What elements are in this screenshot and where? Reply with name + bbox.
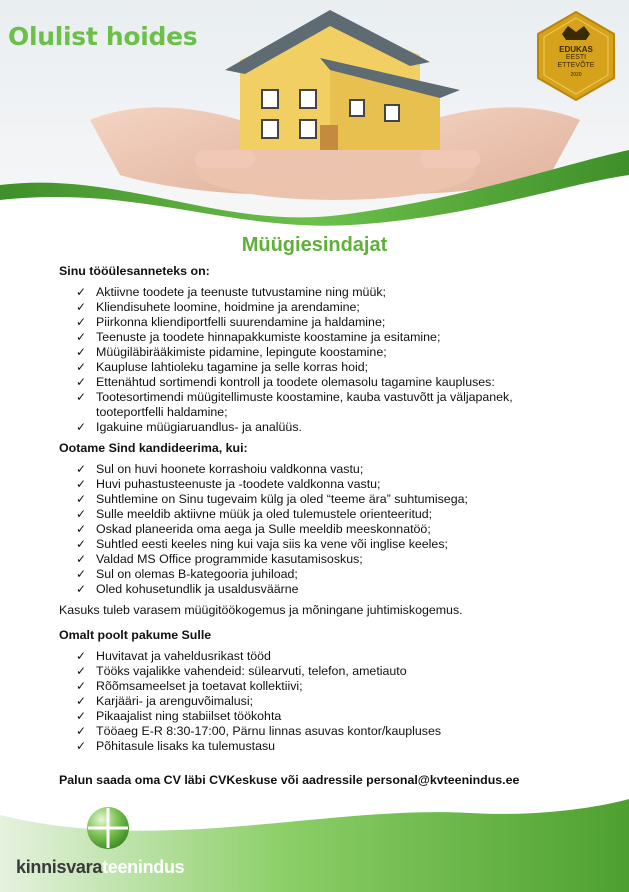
badge-line3: ETTEVÕTE	[557, 62, 595, 69]
check-icon: ✓	[76, 537, 87, 551]
list-item: ✓ Sul on olemas B-kategooria juhiload;	[76, 567, 298, 581]
list-item: ✓ Huvi puhastusteenuste ja -toodete valdkonna vastu;	[76, 477, 381, 491]
check-icon: ✓	[76, 739, 87, 753]
duties-list	[59, 285, 579, 435]
list-item: ✓ Suhtled eesti keeles ning kui vaja siis ka vene või inglise keeles;	[76, 537, 448, 551]
list-item: ✓ Tootesortimendi müügitellimuste koostamine, kauba vastuvõtt ja väljapanek, tooteportfelli haldamine;	[76, 390, 513, 419]
check-icon: ✓	[76, 582, 87, 596]
check-icon: ✓	[76, 649, 87, 663]
logo-text-dark: kinnisvara	[16, 857, 103, 877]
check-icon: ✓	[76, 300, 87, 314]
list-item: ✓ Põhitasule lisaks ka tulemustasu	[76, 739, 276, 753]
check-icon: ✓	[76, 664, 87, 678]
section-heading-requirements: Ootame Sind kandideerima, kui:	[59, 441, 248, 455]
list-item: ✓ Igakuine müügiaruandlus- ja analüüs.	[76, 420, 302, 434]
list-item: ✓ Müügiläbirääkimiste pidamine, lepingute koostamine;	[76, 345, 387, 359]
list-item: ✓ Kaupluse lahtioleku tagamine ja selle korras hoid;	[76, 360, 369, 374]
check-icon: ✓	[76, 477, 87, 491]
gold-badge-icon	[530, 10, 622, 102]
check-icon: ✓	[76, 345, 87, 359]
list-item: ✓ Piirkonna kliendiportfelli suurendamine ja haldamine;	[76, 315, 386, 329]
list-item: ✓ Kliendisuhete loomine, hoidmine ja arendamine;	[76, 300, 360, 314]
offer-list	[59, 649, 579, 754]
check-icon: ✓	[76, 567, 87, 581]
badge-line1: EDUKAS	[559, 45, 593, 54]
check-icon: ✓	[76, 375, 87, 389]
requirements-list	[59, 462, 579, 597]
check-icon: ✓	[76, 420, 87, 434]
list-item: ✓ Valdad MS Office programmide kasutamisoskus;	[76, 552, 363, 566]
check-icon: ✓	[76, 390, 87, 404]
hero-banner	[0, 0, 629, 230]
list-item: ✓ Ettenähtud sortimendi kontroll ja toodete olemasolu tagamine kaupluses:	[76, 375, 495, 389]
check-icon: ✓	[76, 679, 87, 693]
check-icon: ✓	[76, 315, 87, 329]
list-item: ✓ Pikaajalist ning stabiilset töökohta	[76, 709, 282, 723]
logo-ball-icon	[86, 806, 130, 850]
check-icon: ✓	[76, 724, 87, 738]
list-item: ✓ Oskad planeerida oma aega ja Sulle meeldib meeskonnatöö;	[76, 522, 431, 536]
list-item: ✓ Tööaeg E-R 8:30-17:00, Pärnu linnas asuvas kontor/kaupluses	[76, 724, 442, 738]
badge-year: 2020	[570, 72, 582, 78]
section-heading-offer: Omalt poolt pakume Sulle	[59, 628, 212, 642]
check-icon: ✓	[76, 285, 87, 299]
list-item: ✓ Huvitavat ja vaheldusrikast tööd	[76, 649, 271, 663]
check-icon: ✓	[76, 330, 87, 344]
check-icon: ✓	[76, 694, 87, 708]
list-item: ✓ Suhtlemine on Sinu tugevaim külg ja oled “teeme ära” suhtumisega;	[76, 492, 468, 506]
check-icon: ✓	[76, 709, 87, 723]
check-icon: ✓	[76, 360, 87, 374]
company-logo	[16, 857, 184, 878]
list-item: ✓ Sul on huvi hoonete korrashoiu valdkonna vastu;	[76, 462, 364, 476]
badge-line2: EESTI	[565, 54, 587, 61]
list-item: ✓ Rõõmsameelset ja toetavat kollektiivi;	[76, 679, 303, 693]
list-item: ✓ Oled kohusetundlik ja usaldusväärne	[76, 582, 299, 596]
logo-text-green: teenindus	[102, 857, 185, 877]
tagline: Olulist hoides	[8, 22, 198, 51]
list-item: ✓ Tööks vajalikke vahendeid: sülearvuti, telefon, ametiauto	[76, 664, 407, 678]
job-description	[59, 264, 579, 760]
list-item: ✓ Sulle meeldib aktiivne müük ja oled tulemustele orienteeritud;	[76, 507, 433, 521]
list-item: ✓ Teenuste ja toodete hinnapakkumiste koostamine ja esitamine;	[76, 330, 441, 344]
list-item: ✓ Aktiivne toodete ja teenuste tutvustamine ning müük;	[76, 285, 386, 299]
check-icon: ✓	[76, 507, 87, 521]
job-title: Müügiesindajat	[241, 234, 388, 256]
check-icon: ✓	[76, 552, 87, 566]
section-heading-duties: Sinu tööülesanneteks on:	[59, 264, 210, 278]
check-icon: ✓	[76, 522, 87, 536]
experience-note: Kasuks tuleb varasem müügitöökogemus ja mõningane juhtimiskogemus.	[59, 603, 463, 617]
contact-line: Palun saada oma CV läbi CVKeskuse või aadressile personal@kvteenindus.ee	[59, 773, 520, 787]
check-icon: ✓	[76, 462, 87, 476]
check-icon: ✓	[76, 492, 87, 506]
list-item: ✓ Karjääri- ja arenguvõimalusi;	[76, 694, 254, 708]
